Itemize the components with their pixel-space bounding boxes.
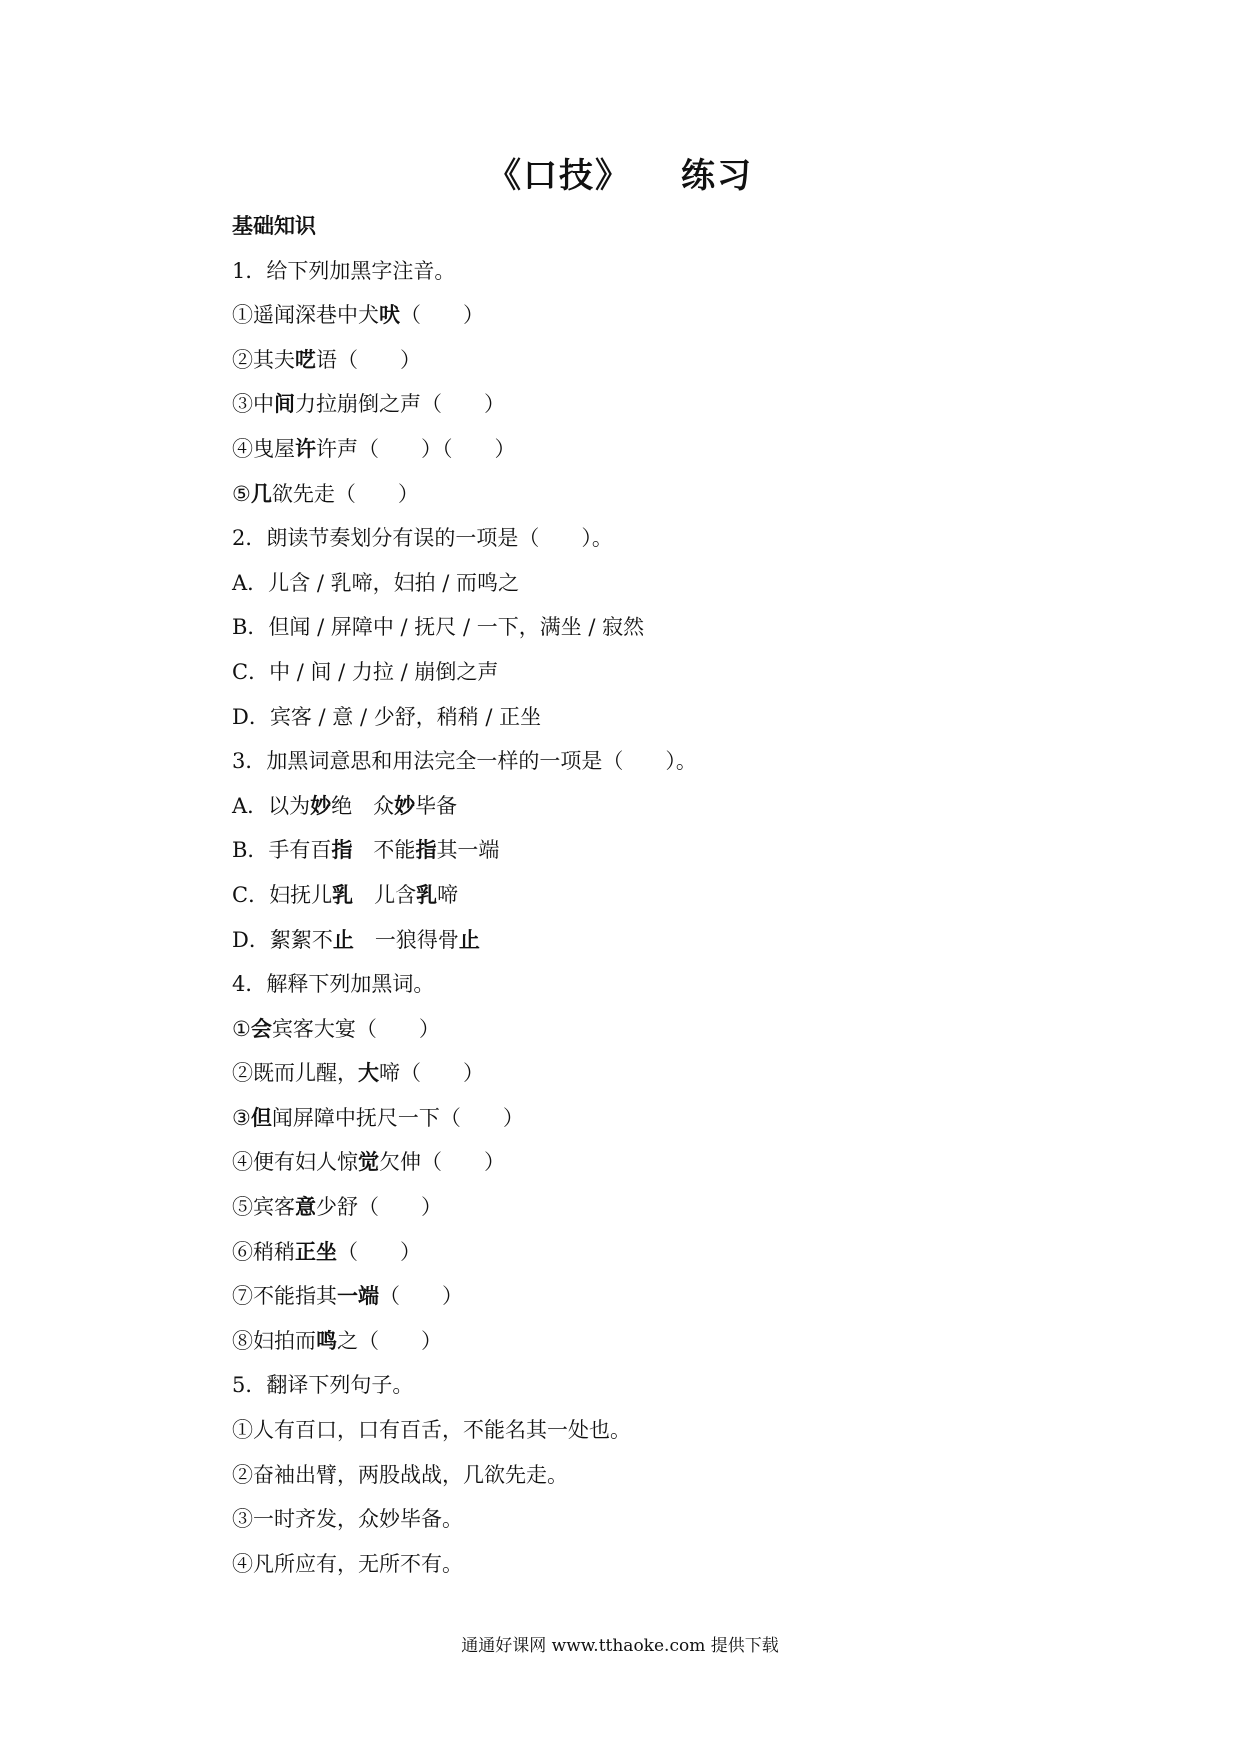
question-item xyxy=(232,650,1052,695)
item-text: D．宾客 / 意 / 少舒，稍稍 / 正坐 xyxy=(232,704,542,729)
item-text: （ ） xyxy=(337,1239,421,1264)
item-text: ①遥闻深巷中犬 xyxy=(232,303,379,328)
question-item xyxy=(232,1051,1052,1096)
item-text: ⑤宾客 xyxy=(232,1195,295,1220)
item-text: 不能 xyxy=(352,838,416,863)
item-text: 啼 xyxy=(437,882,459,907)
emphasized-char: 正坐 xyxy=(295,1238,337,1264)
item-text: C．妇抚儿 xyxy=(232,882,333,907)
item-text: ⑧妇拍而 xyxy=(232,1328,316,1353)
question-item xyxy=(232,1319,1052,1364)
item-text: 宾客大宴（ ） xyxy=(271,1016,440,1041)
item-text: 毕备 xyxy=(415,793,458,818)
item-text: ① xyxy=(232,1016,251,1041)
page-footer: 通通好课网 www.tthaoke.com 提供下载 xyxy=(461,1636,779,1656)
question-item xyxy=(232,1185,1052,1230)
item-text: A．儿含 / 乳啼，妇拍 / 而鸣之 xyxy=(232,570,520,595)
title-main: 《口技》 xyxy=(487,156,631,196)
emphasized-char: 大 xyxy=(358,1060,379,1086)
item-text: 力拉崩倒之声（ ） xyxy=(295,392,505,417)
question-item xyxy=(232,561,1052,606)
question-item xyxy=(232,1453,1052,1498)
emphasized-char: 许 xyxy=(295,435,316,461)
emphasized-char: 觉 xyxy=(358,1149,379,1175)
item-text: （ ） xyxy=(400,303,484,328)
question-item xyxy=(232,293,1052,338)
question-stem-q4: 4．解释下列加黑词。 xyxy=(232,972,435,997)
item-text: ⑤ xyxy=(232,481,251,506)
emphasized-char: 会 xyxy=(250,1015,272,1041)
item-text: （ ） xyxy=(379,1284,463,1309)
item-text: ④便有妇人惊 xyxy=(232,1150,358,1175)
item-text: 欲先走（ ） xyxy=(271,481,419,506)
item-text: ⑥稍稍 xyxy=(232,1239,295,1264)
question-item xyxy=(232,1497,1052,1542)
emphasized-char: 几 xyxy=(250,480,272,506)
question-item xyxy=(232,382,1052,427)
emphasized-char: 吠 xyxy=(379,302,400,328)
question-stem-q1: 1．给下列加黑字注音。 xyxy=(232,258,456,283)
item-text: ③ xyxy=(232,1105,251,1130)
item-text: 其一端 xyxy=(436,838,500,863)
emphasized-char: 呓 xyxy=(295,346,316,372)
emphasized-char: 妙 xyxy=(310,792,332,818)
item-text: 一狼得骨 xyxy=(353,927,459,952)
item-text: 闻屏障中抚尺一下（ ） xyxy=(271,1105,524,1130)
question-list xyxy=(232,249,1052,1587)
question-item xyxy=(232,1140,1052,1185)
item-text: 少舒（ ） xyxy=(316,1195,442,1220)
item-text: 绝 众 xyxy=(331,793,395,818)
item-text: ③一时齐发，众妙毕备。 xyxy=(232,1507,463,1532)
item-text: ②奋袖出臂，两股战战，几欲先走。 xyxy=(232,1462,568,1487)
item-text: ②其夫 xyxy=(232,347,295,372)
question-item xyxy=(232,1007,1052,1052)
emphasized-char: 指 xyxy=(415,837,437,863)
emphasized-char: 乳 xyxy=(332,881,354,907)
item-text: 语（ ） xyxy=(316,347,421,372)
emphasized-char: 一端 xyxy=(337,1283,379,1309)
item-text: 欠伸（ ） xyxy=(379,1150,505,1175)
emphasized-char: 乳 xyxy=(416,881,438,907)
section-heading: 基础知识 xyxy=(232,213,316,238)
emphasized-char: 但 xyxy=(250,1104,272,1130)
emphasized-char: 止 xyxy=(458,926,480,952)
item-text: 之（ ） xyxy=(337,1328,442,1353)
exercise-content xyxy=(232,204,1052,1586)
emphasized-char: 指 xyxy=(331,837,353,863)
question-item xyxy=(232,1096,1052,1141)
emphasized-char: 妙 xyxy=(394,792,416,818)
item-text: C．中 / 间 / 力拉 / 崩倒之声 xyxy=(232,659,499,684)
question-item xyxy=(232,605,1052,650)
emphasized-char: 间 xyxy=(274,391,295,417)
question-item xyxy=(232,427,1052,472)
item-text: ④凡所应有，无所不有。 xyxy=(232,1551,463,1576)
item-text: ③中 xyxy=(232,392,274,417)
question-item xyxy=(232,472,1052,517)
question-stem-q2: 2．朗读节奏划分有误的一项是（ ）。 xyxy=(232,526,613,551)
item-text: A．以为 xyxy=(232,793,311,818)
question-item xyxy=(232,1230,1052,1275)
question-stem-q3: 3．加黑词意思和用法完全一样的一项是（ ）。 xyxy=(232,749,697,774)
question-item xyxy=(232,1408,1052,1453)
item-text: 啼（ ） xyxy=(379,1061,484,1086)
question-item xyxy=(232,828,1052,873)
item-text: D．絮絮不 xyxy=(232,927,333,952)
question-item xyxy=(232,1274,1052,1319)
item-text: ②既而儿醒， xyxy=(232,1061,358,1086)
item-text: B．手有百 xyxy=(232,838,332,863)
emphasized-char: 止 xyxy=(332,926,354,952)
question-item xyxy=(232,918,1052,963)
page-title xyxy=(0,148,1240,197)
item-text: ①人有百口，口有百舌，不能名其一处也。 xyxy=(232,1418,631,1443)
title-sub: 练习 xyxy=(681,156,753,196)
question-stem-q5: 5．翻译下列句子。 xyxy=(232,1373,414,1398)
question-item xyxy=(232,338,1052,383)
emphasized-char: 鸣 xyxy=(316,1327,337,1353)
emphasized-char: 意 xyxy=(295,1194,316,1220)
item-text: 许声（ ）（ ） xyxy=(316,436,516,461)
question-item xyxy=(232,1542,1052,1587)
item-text: ④曳屋 xyxy=(232,436,295,461)
item-text: ⑦不能指其 xyxy=(232,1284,337,1309)
question-item xyxy=(232,695,1052,740)
question-item xyxy=(232,784,1052,829)
item-text: B．但闻 / 屏障中 / 抚尺 / 一下，满坐 / 寂然 xyxy=(232,615,645,640)
item-text: 儿含 xyxy=(353,882,417,907)
question-item xyxy=(232,873,1052,918)
